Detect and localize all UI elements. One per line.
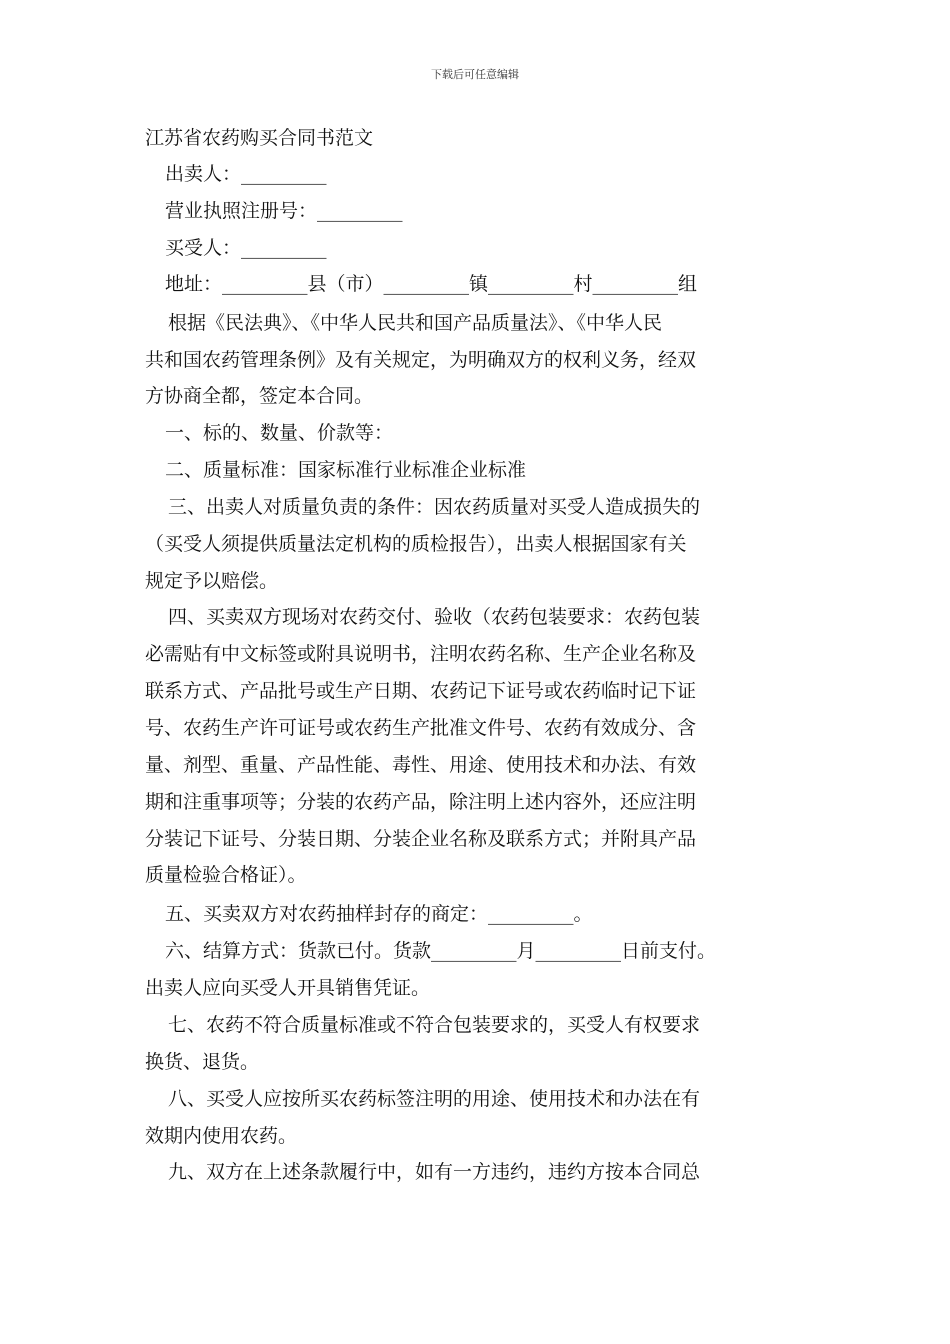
clause-3: 三、出卖人对质量负责的条件：因农药质量对买受人造成损失的 bbox=[168, 496, 701, 518]
paragraph-line: （买受人须提供质量法定机构的质检报告），出卖人根据国家有关 bbox=[145, 533, 687, 555]
clause-9: 九、双方在上述条款履行中，如有一方违约，违约方按本合同总 bbox=[168, 1161, 701, 1183]
paragraph-line: 规定予以赔偿。 bbox=[145, 570, 279, 592]
clause-4: 四、买卖双方现场对农药交付、验收（农药包装要求：农药包装 bbox=[168, 606, 701, 628]
paragraph-line: 方协商全都，签定本合同。 bbox=[145, 385, 374, 407]
clause-2: 二、质量标准：国家标准行业标准企业标准 bbox=[165, 459, 527, 481]
paragraph-line: 必需贴有中文标签或附具说明书，注明农药名称、生产企业名称及 bbox=[145, 643, 697, 665]
clause-5: 五、买卖双方对农药抽样封存的商定：_________。 bbox=[165, 903, 593, 925]
page-header: 下载后可任意编辑 bbox=[431, 68, 519, 81]
paragraph-line: 质量检验合格证）。 bbox=[145, 864, 307, 886]
paragraph-line: 效期内使用农药。 bbox=[145, 1125, 298, 1147]
paragraph-line: 换货、退货。 bbox=[145, 1051, 260, 1073]
paragraph-line: 期和注重事项等；分装的农药产品，除注明上述内容外，还应注明 bbox=[145, 791, 697, 813]
paragraph-line: 出卖人应向买受人开具销售凭证。 bbox=[145, 977, 431, 999]
seller-line: 出卖人：_________ bbox=[165, 163, 327, 185]
clause-7: 七、农药不符合质量标准或不符合包装要求的，买受人有权要求 bbox=[168, 1014, 701, 1036]
paragraph-line: 分装记下证号、分装日期、分装企业名称及联系方式；并附具产品 bbox=[145, 828, 697, 850]
document-title: 江苏省农药购买合同书范文 bbox=[145, 127, 374, 149]
paragraph-line: 号、农药生产许可证号或农药生产批准文件号、农药有效成分、含 bbox=[145, 717, 697, 739]
clause-1: 一、标的、数量、价款等： bbox=[165, 422, 394, 444]
address-line: 地址：_________县（市）_________镇_________村_________组 bbox=[165, 273, 698, 295]
paragraph-line: 联系方式、产品批号或生产日期、农药记下证号或农药临时记下证 bbox=[145, 680, 697, 702]
clause-6: 六、结算方式：货款已付。货款_________月_________日前支付。 bbox=[165, 940, 717, 962]
clause-8: 八、买受人应按所买农药标签注明的用途、使用技术和办法在有 bbox=[168, 1088, 701, 1110]
license-line: 营业执照注册号：_________ bbox=[165, 200, 403, 222]
paragraph-line: 量、剂型、重量、产品性能、毒性、用途、使用技术和办法、有效 bbox=[145, 754, 697, 776]
buyer-line: 买受人：_________ bbox=[165, 237, 327, 259]
paragraph-line: 根据《民法典》、《中华人民共和国产品质量法》、《中华人民 bbox=[168, 312, 663, 334]
paragraph-line: 共和国农药管理条例》及有关规定，为明确双方的权利义务，经双 bbox=[145, 349, 697, 371]
